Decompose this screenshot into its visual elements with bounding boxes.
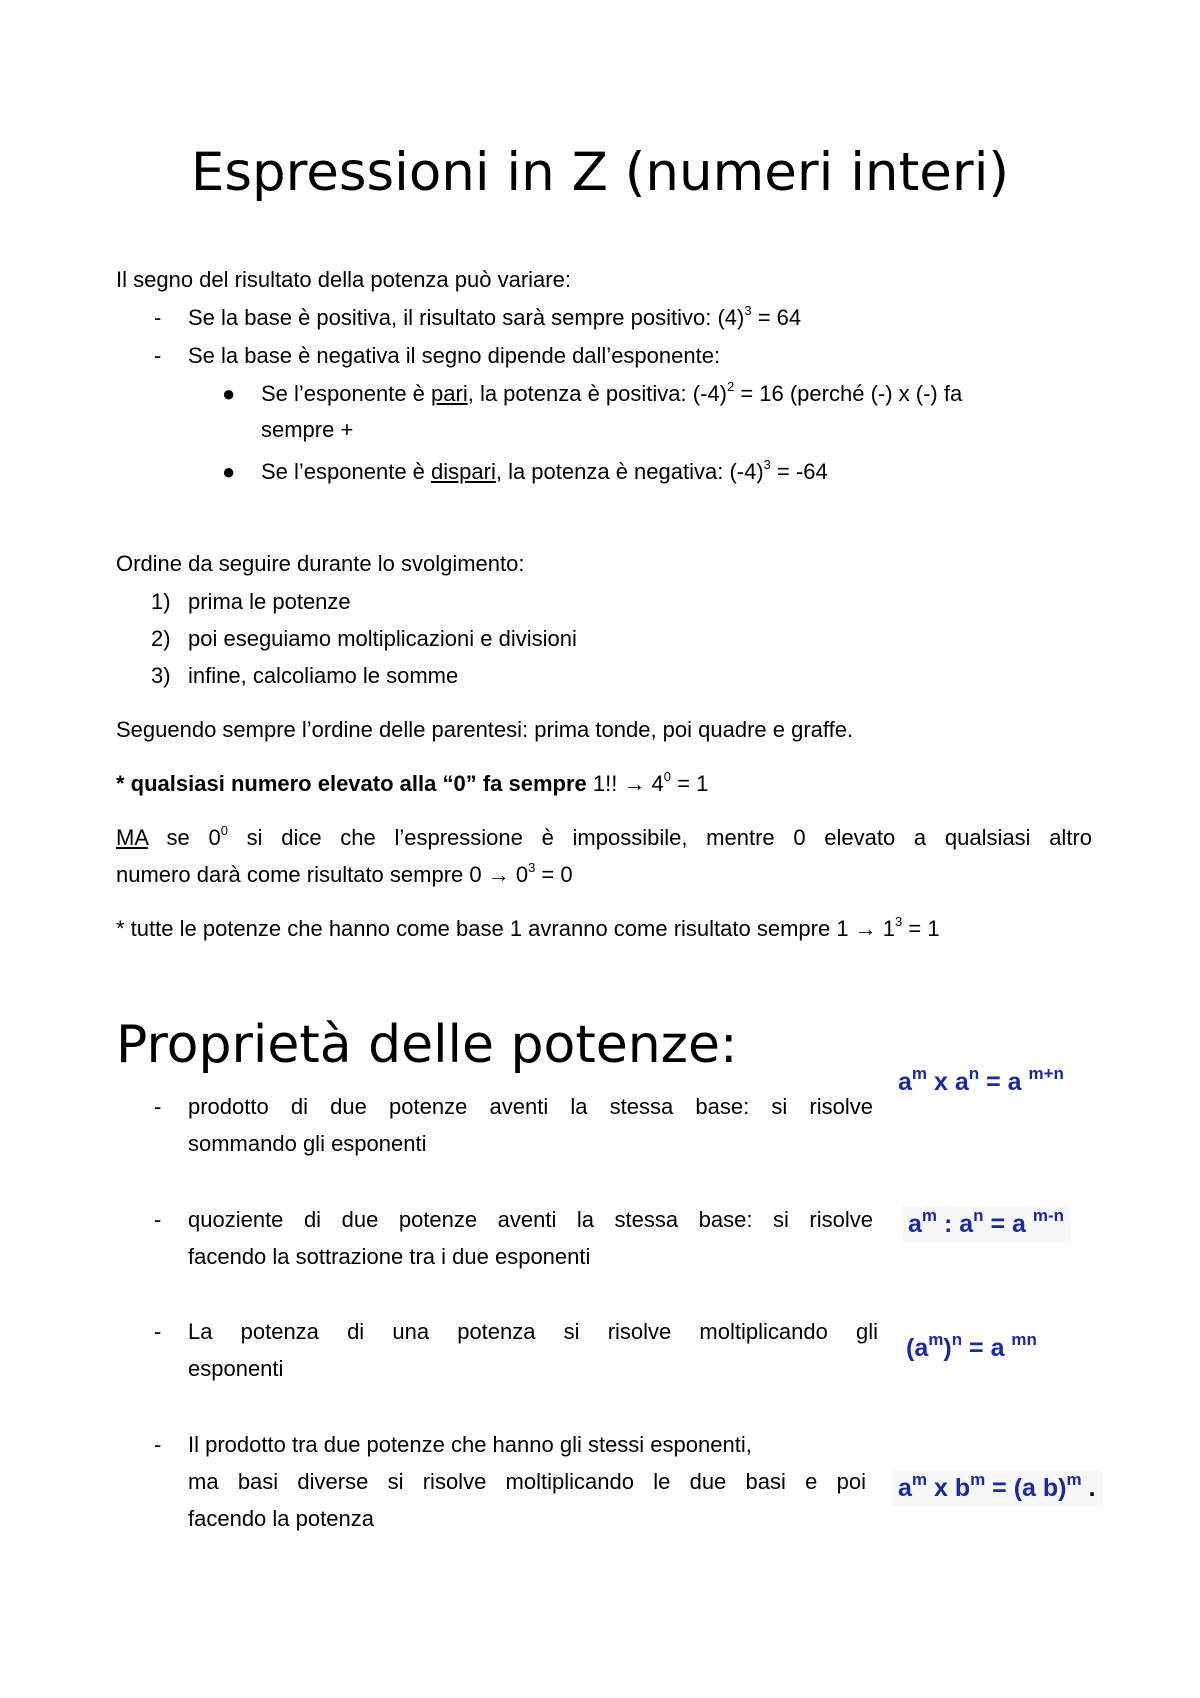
dash-marker: - (154, 343, 162, 368)
property-same-exponent-line3: facendo la potenza (188, 1506, 374, 1531)
list-number: 1) (151, 589, 171, 614)
list-number: 2) (151, 626, 171, 651)
ma-note-line2: numero darà come risultato sempre $0 \to 0^3 = 0$ (116, 860, 573, 887)
formula-quotient: $a^m$ : $a^n = a$ $^{m-n}$ (902, 1206, 1070, 1243)
dash-marker: - (154, 1207, 162, 1232)
list-item: prima le potenze (188, 589, 351, 614)
property-product-line2: sommando gli esponenti (188, 1131, 427, 1156)
bullet-item-odd: Se l’esponente è dispari, la potenza è negativa: $(-4)^3 = -64$ (261, 457, 828, 484)
list-item: infine, calcoliamo le somme (188, 663, 459, 688)
dash-item-negative-base: Se la base è negativa il segno dipende dall’esponente: (188, 343, 721, 368)
parentheses-rule: Seguendo sempre l’ordine delle parentesi: prima tonde, poi quadre e graffe. (116, 717, 854, 742)
ma-note-line1: MA se $0^0$ si dice che l’espressione è impossibile, mentre 0 elevato a qualsiasi altro (116, 823, 1092, 850)
list-number: 3) (151, 663, 171, 688)
bullet-icon: ● (222, 381, 236, 406)
intro-text: Il segno del risultato della potenza può variare: (116, 267, 571, 292)
list-item: poi eseguiamo moltiplicazioni e divisioni (188, 626, 577, 651)
bullet-icon: ● (222, 459, 236, 484)
property-quotient-line1: quoziente di due potenze aventi la stessa base: si risolve (188, 1207, 873, 1232)
bullet-item-even-continued: sempre + (261, 417, 354, 442)
order-intro: Ordine da seguire durante lo svolgimento: (116, 551, 525, 576)
property-product-line1: prodotto di due potenze aventi la stessa base: si risolve (188, 1094, 873, 1119)
property-power-line1: La potenza di una potenza si risolve moltiplicando gli (188, 1319, 878, 1344)
formula-power-of-power: $(a^m)^n = a$ $^{mn}$ (906, 1330, 1037, 1362)
dash-marker: - (154, 1432, 162, 1457)
property-same-exponent-line2: ma basi diverse si risolve moltiplicando le due basi e poi (188, 1469, 866, 1494)
page-title: Espressioni in Z (numeri interi) (190, 142, 1010, 203)
property-power-line2: esponenti (188, 1356, 284, 1381)
dash-item-positive-base: Se la base è positiva, il risultato sarà sempre positivo: $(4)^3 = 64$ (188, 303, 802, 330)
property-quotient-line2: facendo la sottrazione tra i due esponenti (188, 1244, 591, 1269)
properties-heading: Proprietà delle potenze: (116, 1015, 738, 1075)
dash-marker: - (154, 1094, 162, 1119)
property-same-exponent-line1: Il prodotto tra due potenze che hanno gli stessi esponenti, (188, 1432, 752, 1457)
formula-same-exponent: $a^m$ x $b^m = (a$ b)$^m$ . (892, 1470, 1102, 1507)
zero-exponent-note: * qualsiasi numero elevato alla “0” fa sempre 1!! → $4^0 = 1$ (116, 769, 709, 796)
base-one-note: * tutte le potenze che hanno come base 1 avranno come risultato sempre $1 \to 1^3 = 1$ (116, 914, 940, 941)
dash-marker: - (154, 305, 162, 330)
formula-product: $a^m$ x $a^n = a$ $^{m+n}$ (898, 1064, 1064, 1096)
dash-marker: - (154, 1319, 162, 1344)
bullet-item-even: Se l’esponente è pari, la potenza è positiva: $(-4)^2 = 16$ (perché (-) x (-) fa (261, 379, 963, 406)
